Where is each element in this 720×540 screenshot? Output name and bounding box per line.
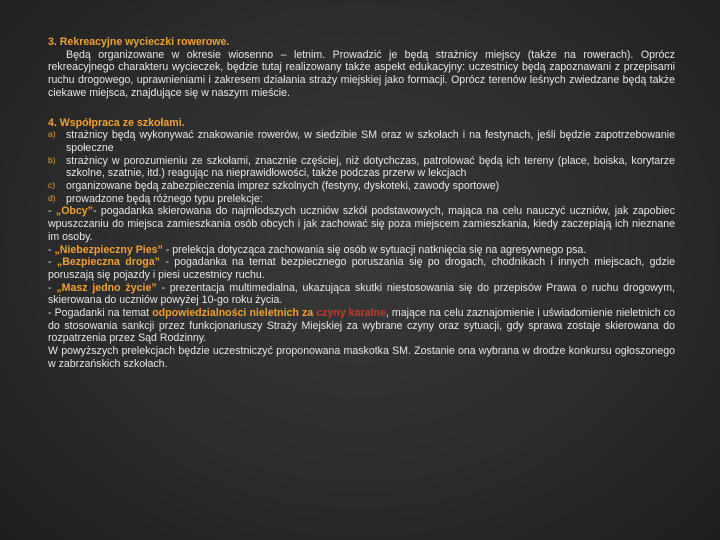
talk-highlight: odpowiedzialności nieletnich [152, 307, 299, 320]
talk-prefix: - [48, 243, 55, 256]
closing-paragraph: W powyższych prelekcjach będzie uczestniczyć proponowana maskotka SM. Zostanie ona wybrana w drodze konkursu ogłoszonego w zabrzańskich szkołach. [48, 345, 675, 370]
talk-title: „Niebezpieczny Pies” [54, 243, 163, 256]
talk-odpowiedzialnosc [48, 307, 675, 345]
section-3-title-b: wycieczki rowerowe. [125, 36, 230, 48]
list-item [48, 155, 675, 180]
section-4-heading: 4. Współpraca ze szkołami. [48, 116, 185, 129]
list-item-text: prowadzone będą różnego typu prelekcje: [66, 192, 263, 205]
list-marker: d) [48, 192, 56, 203]
talk-text: - Pogadanki na temat [48, 307, 153, 320]
slide-content [48, 36, 675, 371]
list-item-text: organizowane będą zabezpieczenia imprez szkolnych (festyny, dyskoteki, zawody sportowe) [66, 180, 500, 193]
talk-obcy [48, 205, 675, 243]
section-3-number: 3. [48, 36, 60, 48]
talk-highlight-red: czyny karalne [316, 307, 386, 320]
talk-prefix: - [48, 281, 57, 294]
section-3-heading [48, 36, 675, 49]
talk-text: - pogadanka skierowana do najmłodszych uczniów szkół podstawowych, mająca na celu nauczyć uczniów, jak zapobiec wpuszczaniu do miejsca zamieszkania osób obcych i jak zachować się poza miejscem zamieszkania, kiedy zaczepiają ich nieznane im osoby. [48, 205, 676, 243]
talk-prefix: - [48, 256, 57, 269]
section-3-title-a: Rekreacyjne [59, 36, 126, 48]
list-marker: a) [48, 129, 56, 140]
talk-text: , mające na celu zaznajomienie i uświadomienie nieletnich co do stosowania sankcji przez funkcjonariuszy Straży Miejskiej za wybrane czyny oraz sytuacji, gdy sprawa zostaje skierowana do rozpatrzenia przez Sąd Rodzinny. [48, 307, 675, 345]
list-item [48, 180, 675, 193]
talk-text: - prezentacja multimedialna, ukazująca skutki niestosowania się do przepisów Prawa o ruchu drogowym, skierowana do uczniów powyżej 10-go roku życia. [48, 281, 675, 307]
talk-prefix: - [48, 205, 56, 218]
section-3-body: Będą organizowane w okresie wiosenno – letnim. Prowadzić je będą strażnicy miejscy (także na rowerach). Oprócz rekreacyjnego charakteru wycieczek, będzie tutaj realizowany także aspekt edukacyjny: uczestnicy będą zapoznawani z przepisami ruchu drogowego, uprawnieniami i zakresem działania straży miejskiej jako formacji. Oprócz terenów leśnych zwiedzane będą także ciekawe miejsca, znajdujące się w naszym mieście. [48, 48, 675, 99]
talk-title: „Masz jedno życie” [56, 281, 157, 294]
list-item [48, 129, 675, 154]
list-marker: b) [48, 154, 56, 165]
talk-niebezpieczny-pies [48, 244, 675, 257]
list-item [48, 193, 675, 206]
talk-text: - pogadanka na temat bezpiecznego poruszania się po drogach, chodnikach i innych miejscach, gdzie poruszają się pojazdy i piesi uczestnicy ruchu. [48, 256, 675, 281]
talk-text: - prelekcja dotycząca zachowania się osób w sytuacji natknięcia się na agresywnego psa. [162, 243, 587, 256]
spacer [48, 100, 675, 117]
talk-title: „Bezpieczna droga” [56, 256, 160, 269]
talk-masz-jedno-zycie [48, 282, 675, 307]
list-marker: c) [48, 180, 56, 191]
list-item-text: strażnicy będą wykonywać znakowanie rowerów, w siedzibie SM oraz w szkołach i na festynach, jeśli będzie zapotrzebowanie społeczne [66, 129, 675, 154]
talk-bezpieczna-droga [48, 256, 675, 281]
talk-highlight-joiner: za [298, 307, 317, 320]
list-item-text: strażnicy w porozumieniu ze szkołami, znacznie częściej, niż dotychczas, patrolować będą ich tereny (place, boiska, korytarze szkolne, szatnie, itd.) reagując na nieprawidłowości, także podczas przerw w lekcjach [66, 154, 675, 180]
talk-title: „Obcy” [55, 205, 93, 218]
